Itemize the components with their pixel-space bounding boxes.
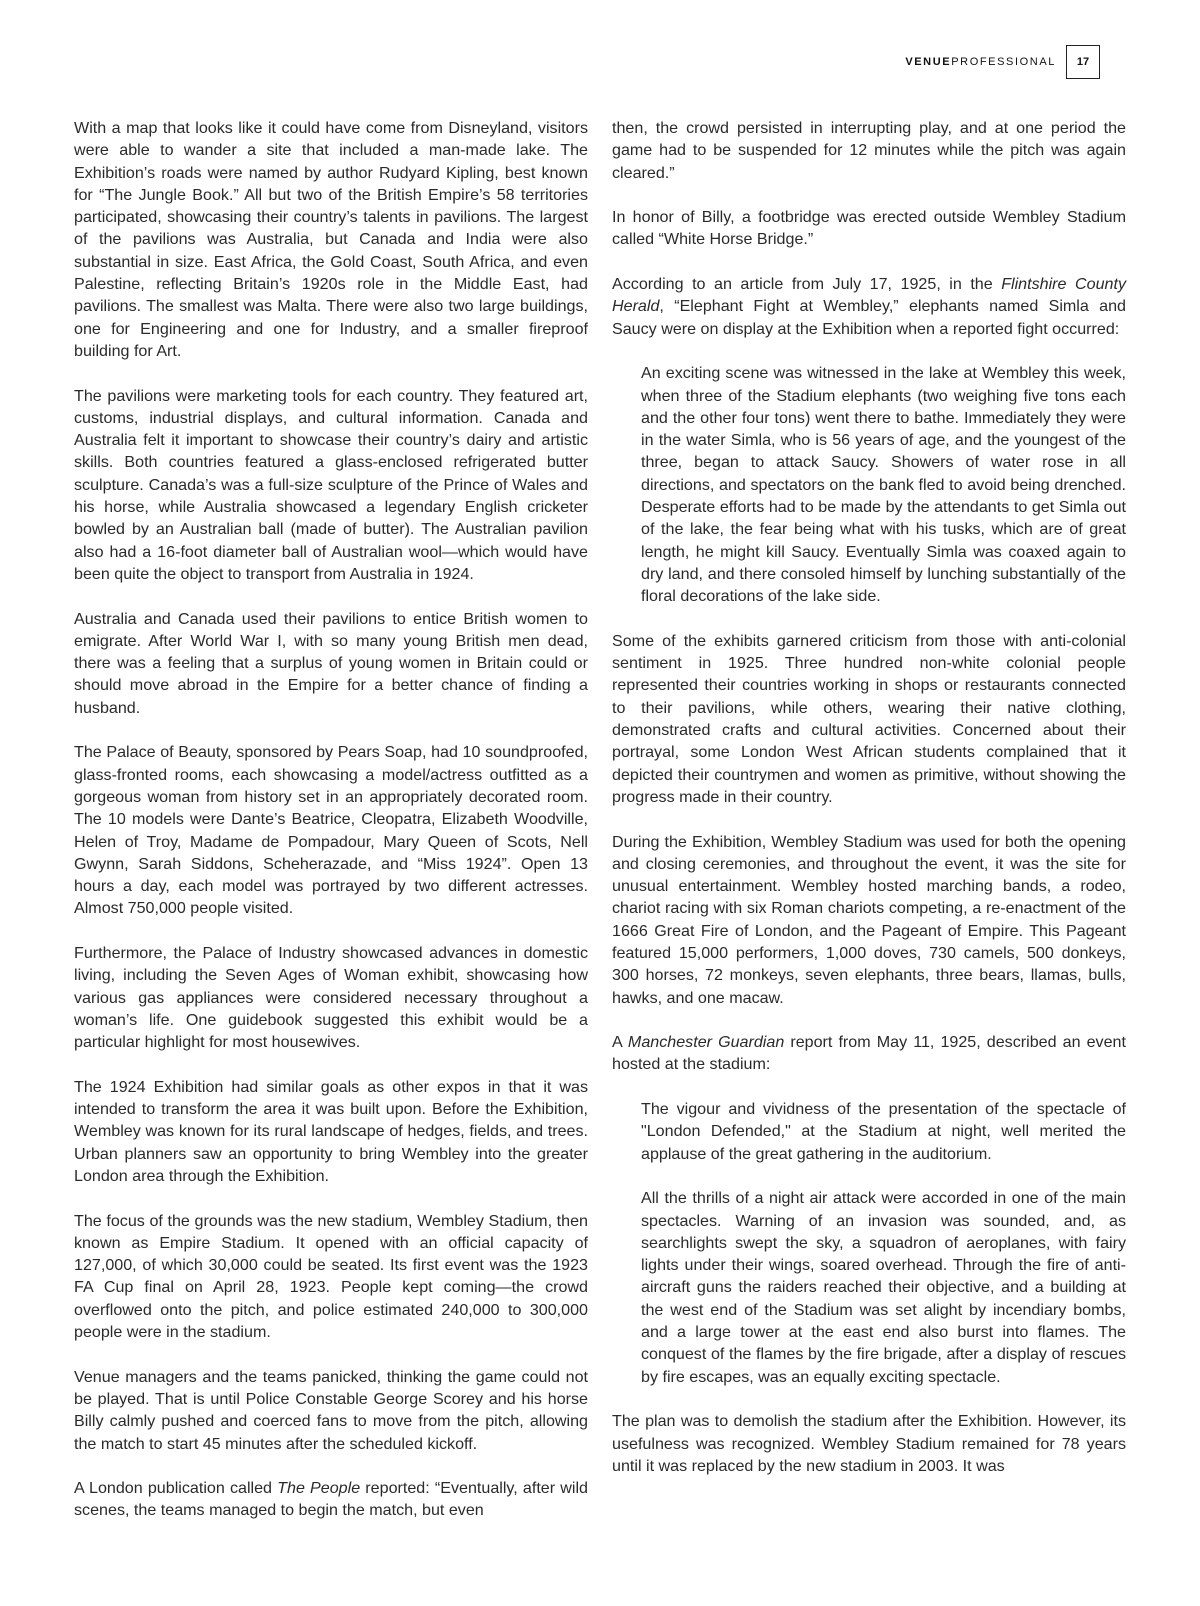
paragraph: In honor of Billy, a footbridge was erected outside Wembley Stadium called “White Horse Bridge.” xyxy=(612,208,1126,249)
text-run: report from May 11, 1925, described an event hosted at the stadium: xyxy=(612,1033,1126,1074)
paragraph: The pavilions were marketing tools for each country. They featured art, customs, industrial displays, and cultural information. Canada and Australia felt it important to showcase their country’s dairy and artistic skills. Both countries featured a glass-enclosed refrigerated butter sculpture. Canada’s was a full-size sculpture of the Prince of Wales and his horse, while Australia showcased a legendary English cricketer bowled by an Australian ball (made of butter). The Australian pavilion also had a 16-foot diameter ball of Australian wool—which would have been quite the object to transport from Australia in 1924. xyxy=(74,386,588,583)
brand-bold: VENUE xyxy=(905,56,952,68)
paragraph: Australia and Canada used their pavilions to entice British women to emigrate. After World War I, with so many young British men dead, there was a feeling that a surplus of young women in Britain could or should move abroad in the Empire for a better chance of finding a husband. xyxy=(74,609,588,717)
publication-title: The People xyxy=(277,1479,361,1498)
paragraph: then, the crowd persisted in interrupting play, and at one period the game had to be suspended for 12 minutes while the pitch was again cleared.” xyxy=(612,119,1126,182)
publication-title: Flintshire County Herald xyxy=(612,275,1126,316)
paragraph: The plan was to demolish the stadium after the Exhibition. However, its usefulness was recognized. Wembley Stadium remained for 78 years until it was replaced by the new stadium in 2003. It was xyxy=(612,1412,1126,1475)
text-run: A xyxy=(612,1033,628,1052)
paragraph: With a map that looks like it could have come from Disneyland, visitors were able to wander a site that included a man-made lake. The Exhibition’s roads were named by author Rudyard Kipling, best known for “The Jungle Book.” All but two of the British Empire’s 58 territories participated, showcasing their country’s talents in pavilions. The largest of the pavilions was Australia, but Canada and India were also substantial in size. East Africa, the Gold Coast, South Africa, and even Palestine, reflecting Britain’s 1920s role in the Middle East, had pavilions. The smallest was Malta. There were also two large buildings, one for Engineering and one for Industry, and a smaller fireproof building for Art. xyxy=(74,119,588,360)
page-number: 17 xyxy=(1066,45,1100,79)
paragraph xyxy=(612,1031,1126,1076)
text-run: reported: “Eventually, after wild scenes, the teams managed to begin the match, but even xyxy=(74,1479,588,1520)
paragraph: During the Exhibition, Wembley Stadium was used for both the opening and closing ceremonies, and throughout the event, it was the site for unusual entertainment. Wembley hosted marching bands, a rodeo, chariot racing with six Roman chariots competing, a re-enactment of the 1666 Great Fire of London, and the Pageant of Empire. This Pageant featured 15,000 performers, 1,000 doves, 730 camels, 500 donkeys, 300 horses, 72 monkeys, seven elephants, three bears, llamas, bulls, hawks, and one macaw. xyxy=(612,832,1126,1007)
paragraph: The Palace of Beauty, sponsored by Pears Soap, had 10 soundproofed, glass-fronted rooms, each showcasing a model/actress outfitted as a gorgeous woman from history set in an appropriately decorated room. The 10 models were Dante’s Beatrice, Cleopatra, Elizabeth Woodville, Helen of Troy, Madame de Pompadour, Mary Queen of Scots, Nell Gwynn, Sarah Siddons, Scheherazade, and “Miss 1924”. Open 13 hours a day, each model was portrayed by two different actresses. Almost 750,000 people visited. xyxy=(74,743,588,918)
block-quote: All the thrills of a night air attack were accorded in one of the main spectacles. Warning of an invasion was sounded, and, as searchlights swept the sky, a squadron of aeroplanes, with fairy lights under their wings, soared overhead. Through the fire of anti-aircraft guns the raiders reached their objective, and a building at the west end of the Stadium was set alight by incendiary bombs, and a large tower at the east end also burst into flames. The conquest of the flames by the fire brigade, after a display of rescues by fire escapes, was an equally exciting spectacle. xyxy=(641,1189,1126,1386)
paragraph: Venue managers and the teams panicked, thinking the game could not be played. That is until Police Constable George Scorey and his horse Billy calmly pushed and coerced fans to move from the pitch, allowing the match to start 45 minutes after the scheduled kickoff. xyxy=(74,1367,588,1453)
block-quote: An exciting scene was witnessed in the lake at Wembley this week, when three of the Stadium elephants (two weighing five tons each and the other four tons) went there to bathe. Immediately they were in the water Simla, who is 56 years of age, and the youngest of the three, began to attack Saucy. Showers of water rose in all directions, and spectators on the bank fled to avoid being drenched. Desperate efforts had to be made by the attendants to get Simla out of the lake, the fear being what with his tusks, which are of great length, he might kill Saucy. Eventually Simla was coaxed again to dry land, and there consoled himself by lunching substantially of the floral decorations of the lake side. xyxy=(641,364,1126,606)
brand-light: PROFESSIONAL xyxy=(951,56,1056,68)
paragraph: The 1924 Exhibition had similar goals as other expos in that it was intended to transform the area it was built upon. Before the Exhibition, Wembley was known for its rural landscape of hedges, fields, and trees. Urban planners saw an opportunity to bring Wembley into the greater London area through the Exhibition. xyxy=(74,1077,588,1185)
paragraph xyxy=(74,1477,588,1522)
text-run: , “Elephant Fight at Wembley,” elephants named Simla and Saucy were on display at the Exhibition when a reported fight occurred: xyxy=(612,297,1126,338)
text-run: According to an article from July 17, 1925, in the xyxy=(612,275,1002,294)
text-run: A London publication called xyxy=(74,1479,278,1498)
right-column xyxy=(612,117,1126,1477)
paragraph: The focus of the grounds was the new stadium, Wembley Stadium, then known as Empire Stadium. It opened with an official capacity of 127,000, of which 30,000 could be seated. Its first event was the 1923 FA Cup final on April 28, 1923. People kept coming—the crowd overflowed onto the pitch, and police estimated 240,000 to 300,000 people were in the stadium. xyxy=(74,1211,588,1342)
page-header xyxy=(905,44,1100,80)
publication-brand xyxy=(905,56,1056,68)
paragraph: Furthermore, the Palace of Industry showcased advances in domestic living, including the Seven Ages of Woman exhibit, showcasing how various gas appliances were considered necessary throughout a woman’s life. One guidebook suggested this exhibit would be a particular highlight for most housewives. xyxy=(74,943,588,1052)
left-column xyxy=(74,117,588,1522)
paragraph xyxy=(612,273,1126,340)
publication-title: Manchester Guardian xyxy=(627,1033,785,1052)
paragraph: Some of the exhibits garnered criticism from those with anti-colonial sentiment in 1925. Three hundred non-white colonial people represented their countries working in shops or restaurants connected to their pavilions, while others, wearing their native clothing, demonstrated crafts and cultural activities. Concerned about their portrayal, some London West African students complained that it depicted their countrymen and women as primitive, without showing the progress made in their country. xyxy=(612,631,1126,806)
block-quote: The vigour and vividness of the presentation of the spectacle of "London Defended," at the Stadium at night, well merited the applause of the great gathering in the auditorium. xyxy=(641,1100,1126,1163)
